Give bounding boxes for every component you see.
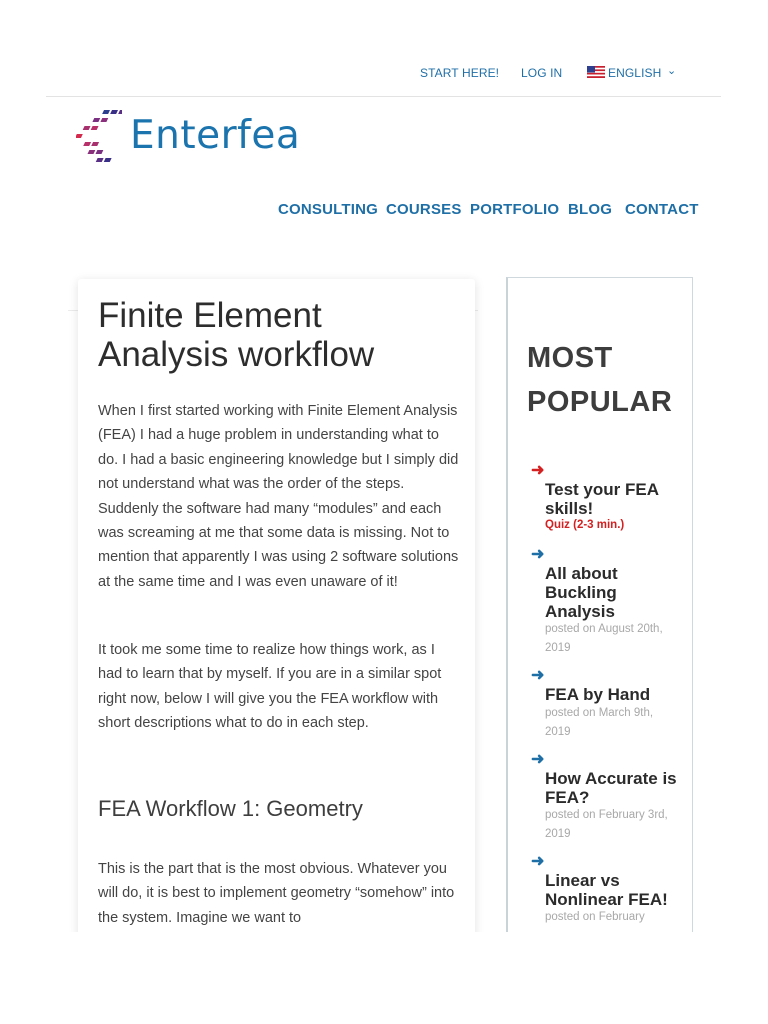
chevron-down-icon[interactable]: ⌄ [667, 65, 677, 77]
popular-post-link[interactable]: FEA by Hand [545, 685, 651, 704]
article-paragraph: When I first started working with Finite Element Analysis (FEA) I had a huge problem in understanding what to do. I had a basic engineering knowledge but I simply did not understand what was the order of the steps. Suddenly the software had many “modules” and each was screaming at me that some data is missing. Not to mention that apparently I was using 2 software solutions at the same time and I was even unaware of it! [98, 403, 459, 590]
popular-post-meta: posted on August 20th, 2019 [545, 623, 663, 654]
language-selector[interactable]: ENGLISH [608, 66, 662, 80]
sidebar-heading-line2: POPULAR [527, 386, 673, 418]
log-in-link[interactable]: LOG IN [521, 66, 563, 80]
popular-post-meta: posted on February 3rd, 2019 [545, 809, 668, 840]
sidebar-heading-line1: MOST [527, 342, 613, 374]
arrow-right-icon: ➜ [531, 462, 545, 479]
popular-post-link[interactable]: How Accurate is FEA? [545, 769, 677, 807]
logo-text[interactable]: Enterfea [130, 113, 301, 158]
start-here-link[interactable]: START HERE! [420, 66, 500, 80]
article-title-line2: Analysis workflow [98, 335, 375, 374]
us-flag-icon[interactable] [587, 66, 605, 78]
arrow-right-icon: ➜ [531, 546, 545, 563]
nav-contact[interactable]: CONTACT [625, 201, 699, 218]
nav-courses[interactable]: COURSES [386, 201, 462, 218]
arrow-right-icon: ➜ [531, 667, 545, 684]
article-paragraph: This is the part that is the most obvious. Whatever you will do, it is best to implement geometry “somehow” into the system. Imagine we want to [98, 861, 455, 926]
sidebar-heading [527, 336, 677, 424]
article-title-line1: Finite Element [98, 296, 322, 335]
top-bar [46, 0, 721, 97]
arrow-right-icon: ➜ [531, 751, 545, 768]
section-heading: FEA Workflow 1: Geometry [98, 796, 363, 821]
nav-consulting[interactable]: CONSULTING [278, 201, 379, 218]
popular-post-meta: posted on March 9th, 2019 [545, 707, 654, 738]
popular-post-link[interactable]: Linear vs Nonlinear FEA! [545, 871, 668, 909]
logo-mark-icon[interactable] [76, 110, 122, 162]
nav-portfolio[interactable]: PORTFOLIO [470, 201, 560, 218]
article-paragraph: It took me some time to realize how things work, as I had to learn that by myself. If you are in a similar spot right now, below I will give you the FEA workflow with short descriptions what to do in each step. [98, 642, 442, 732]
popular-post-link[interactable]: Test your FEA skills! [545, 480, 659, 518]
popular-post-meta: posted on February [545, 911, 645, 923]
page-bottom-blank [0, 932, 768, 1024]
popular-post-meta: Quiz (2-3 min.) [545, 519, 625, 531]
popular-post-link[interactable]: All about Buckling Analysis [545, 564, 618, 621]
nav-blog[interactable]: BLOG [568, 201, 613, 218]
arrow-right-icon: ➜ [531, 853, 545, 870]
article-title [98, 296, 458, 374]
